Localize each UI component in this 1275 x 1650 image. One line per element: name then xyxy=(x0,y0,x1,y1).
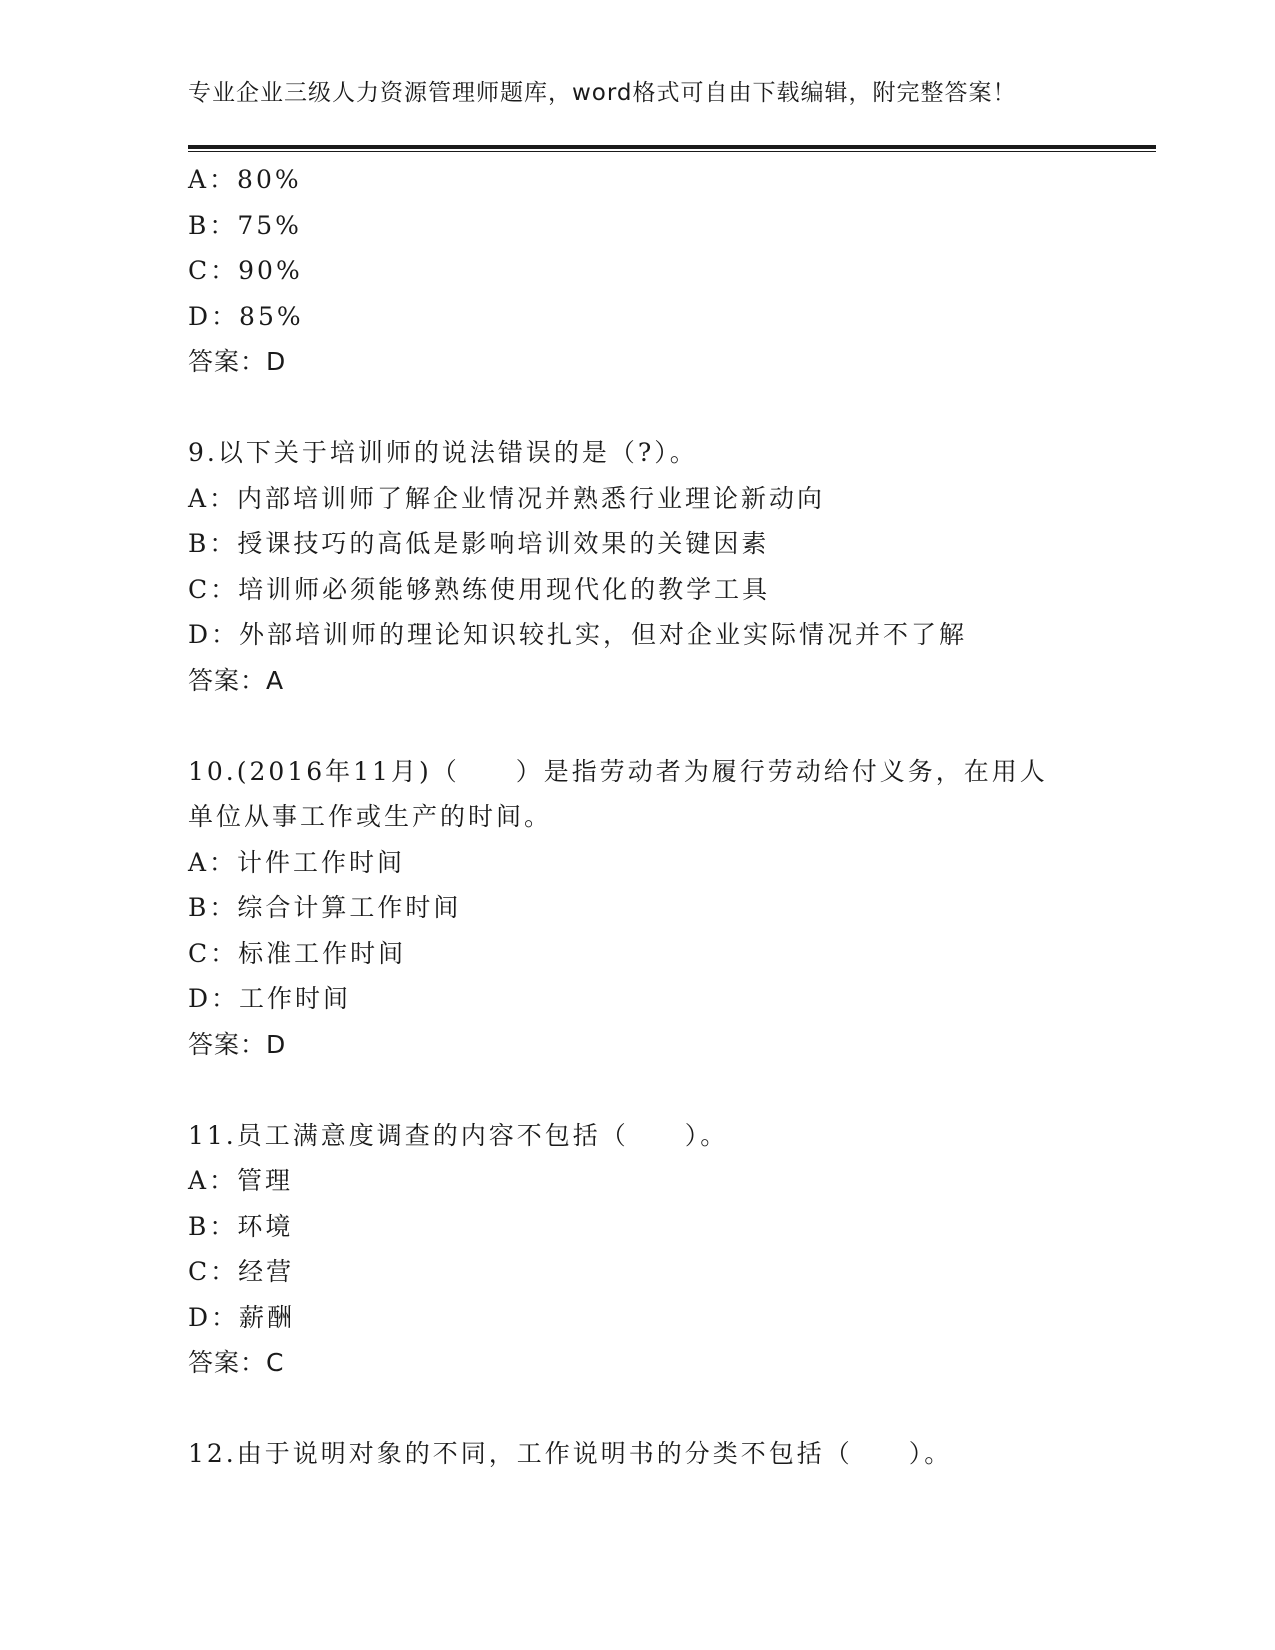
spacer xyxy=(188,385,1128,431)
option-a: A：内部培训师了解企业情况并熟悉行业理论新动向 xyxy=(188,483,826,513)
spacer xyxy=(188,1067,1128,1113)
option-c: C：经营 xyxy=(188,1257,295,1286)
header-rule-thin xyxy=(188,151,1156,152)
option-a: A：80% xyxy=(188,165,302,194)
answer: 答案：D xyxy=(188,1029,287,1059)
option-b: B：75% xyxy=(188,210,302,240)
question-text-continued: 单位从事工作或生产的时间。 xyxy=(188,802,553,831)
option-a: A：计件工作时间 xyxy=(188,847,406,877)
question-text: 10.(2016年11月)（ ）是指劳动者为履行劳动给付义务，在用人 xyxy=(188,756,1048,786)
question-block xyxy=(188,1431,1128,1477)
option-d: D：工作时间 xyxy=(188,984,352,1013)
question-list xyxy=(188,157,1128,1477)
question-text: 12.由于说明对象的不同，工作说明书的分类不包括（ ）。 xyxy=(188,1439,953,1468)
option-b: B：综合计算工作时间 xyxy=(188,893,462,922)
option-c: C：培训师必须能够熟练使用现代化的教学工具 xyxy=(188,574,771,604)
question-block xyxy=(188,157,1128,385)
question-text: 11.员工满意度调查的内容不包括（ ）。 xyxy=(188,1120,729,1150)
question-block xyxy=(188,430,1128,703)
spacer xyxy=(188,703,1128,749)
spacer xyxy=(188,1386,1128,1432)
option-c: C：90% xyxy=(188,256,303,285)
header-rule-thick xyxy=(188,145,1156,149)
option-b: B：授课技巧的高低是影响培训效果的关键因素 xyxy=(188,529,770,558)
question-block xyxy=(188,1113,1128,1386)
question-block xyxy=(188,749,1128,1068)
answer: 答案：A xyxy=(188,665,285,695)
option-d: D：薪酬 xyxy=(188,1302,296,1332)
option-c: C：标准工作时间 xyxy=(188,938,407,968)
option-a: A：管理 xyxy=(188,1166,294,1195)
option-d: D：85% xyxy=(188,301,304,331)
question-text: 9.以下关于培训师的说法错误的是（?）。 xyxy=(188,438,698,467)
option-b: B：环境 xyxy=(188,1211,294,1241)
page-header: 专业企业三级人力资源管理师题库，word格式可自由下载编辑，附完整答案！ xyxy=(188,80,1017,106)
option-d: D：外部培训师的理论知识较扎实，但对企业实际情况并不了解 xyxy=(188,620,968,649)
answer: 答案：C xyxy=(188,1348,285,1377)
answer: 答案：D xyxy=(188,347,287,376)
